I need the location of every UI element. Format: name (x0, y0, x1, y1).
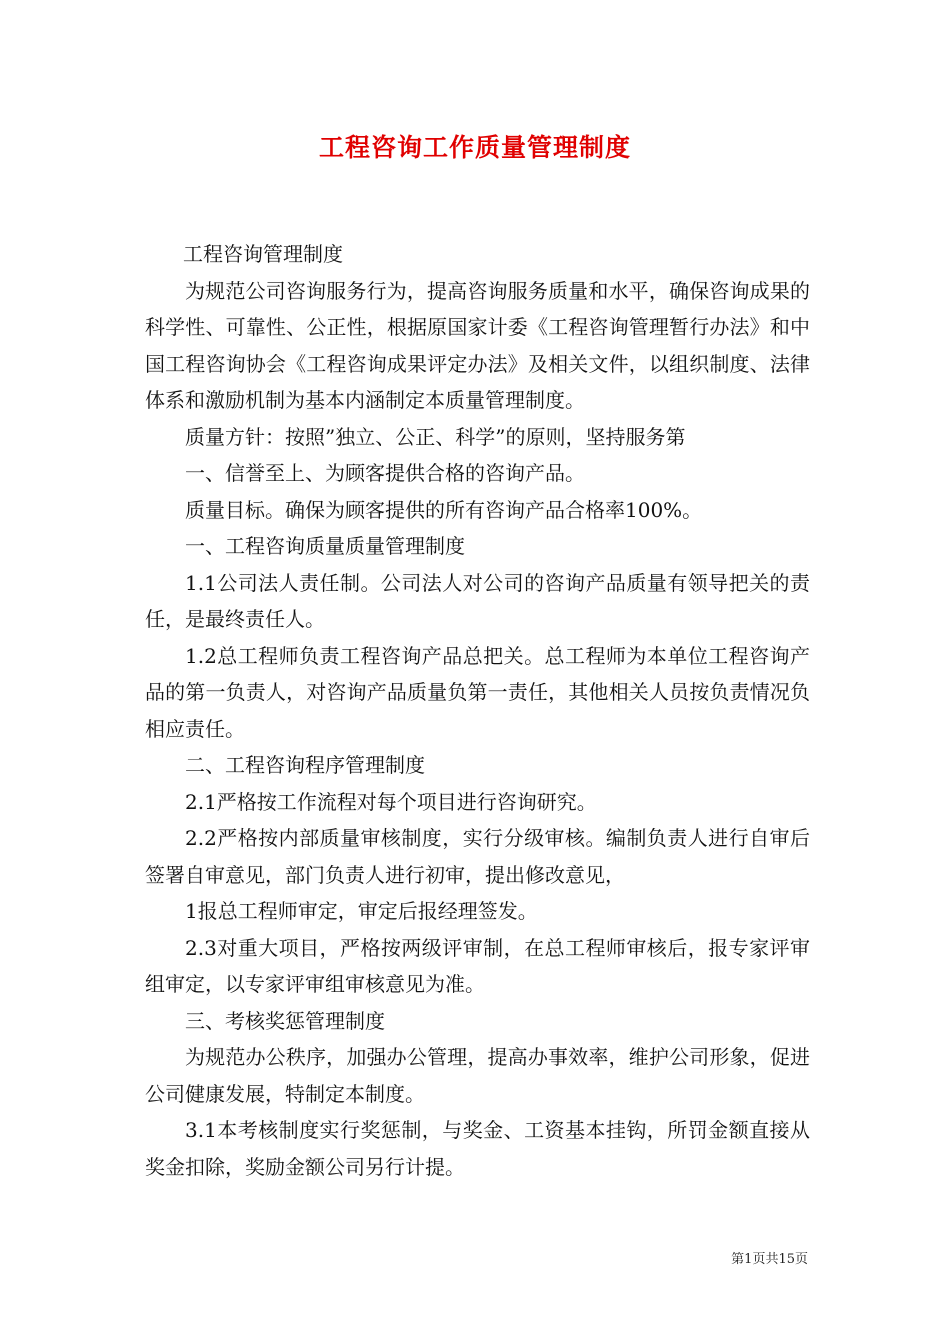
paragraph: 1.2总工程师负责工程咨询产品总把关。总工程师为本单位工程咨询产品的第一负责人，对咨询产品质量负第一责任，其他相关人员按负责情况负相应责任。 (145, 643, 810, 741)
paragraph: 2.3对重大项目，严格按两级评审制，在总工程师审核后，报专家评审组审定，以专家评审组审核意见为准。 (145, 935, 810, 996)
section-heading: 一、工程咨询质量质量管理制度 (185, 534, 465, 558)
document-body (145, 236, 810, 1185)
paragraph: 2.1严格按工作流程对每个项目进行咨询研究。 (185, 789, 597, 814)
document-title: 工程咨询工作质量管理制度 (318, 133, 631, 162)
section-heading: 二、工程咨询程序管理制度 (185, 753, 425, 777)
paragraph: 为规范办公秩序，加强办公管理，提高办事效率，维护公司形象，促进公司健康发展，特制定本制度。 (145, 1045, 810, 1106)
paragraph: 2.2严格按内部质量审核制度，实行分级审核。编制负责人进行自审后签署自审意见，部门负责人进行初审，提出修改意见， (145, 826, 810, 887)
paragraph: 1报总工程师审定，审定后报经理签发。 (185, 899, 538, 923)
paragraph: 工程咨询管理制度 (183, 242, 343, 266)
paragraph: 为规范公司咨询服务行为，提高咨询服务质量和水平，确保咨询成果的科学性、可靠性、公正性，根据原国家计委《工程咨询管理暂行办法》和中国工程咨询协会《工程咨询成果评定办法》及相关文件，以组织制度、法律体系和激励机制为基本内涵制定本质量管理制度。 (145, 278, 810, 412)
paragraph: 1.1公司法人责任制。公司法人对公司的咨询产品质量有领导把关的责任，是最终责任人。 (145, 570, 810, 631)
paragraph: 一、信誉至上、为顾客提供合格的咨询产品。 (185, 461, 585, 485)
section-heading: 三、考核奖惩管理制度 (185, 1008, 385, 1033)
paragraph: 质量方针：按照”独立、公正、科学”的原则，坚持服务第 (185, 424, 686, 449)
paragraph: 3.1本考核制度实行奖惩制，与奖金、工资基本挂钩，所罚金额直接从奖金扣除，奖励金额公司另行计提。 (145, 1118, 810, 1179)
page-number: 第1页共15页 (731, 1252, 808, 1267)
paragraph: 质量目标。确保为顾客提供的所有咨询产品合格率100%。 (185, 497, 703, 522)
